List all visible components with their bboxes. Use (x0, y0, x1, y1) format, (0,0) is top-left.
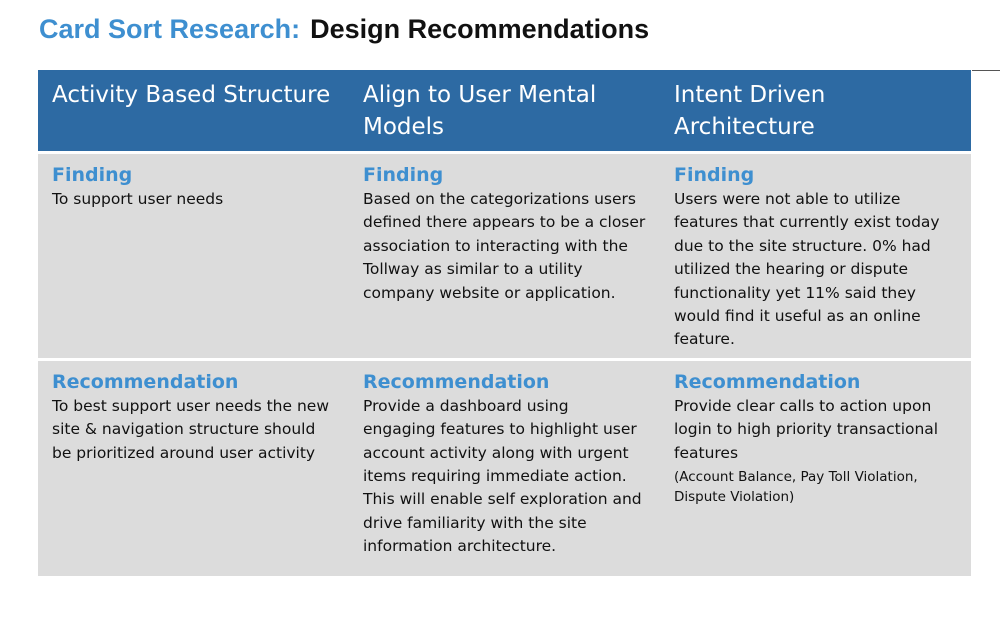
finding-cell-activity (38, 153, 349, 360)
finding-label: Finding (674, 164, 755, 186)
page-title (39, 14, 649, 45)
recommendation-label: Recommendation (52, 370, 239, 393)
recommendation-cell-intent (660, 359, 971, 576)
recommendation-text: Provide a dashboard using engaging features to highlight user account activity along with urgent items requiring immediate action. This will enable self exploration and drive familiarity with the site information architecture. (363, 396, 642, 556)
finding-text: To support user needs (52, 190, 224, 208)
recommendation-label: Recommendation (363, 370, 550, 393)
column-header-intent: Intent Driven Architecture (660, 70, 971, 153)
column-header-mental-models: Align to User Mental Models (349, 70, 660, 153)
divider (972, 70, 1000, 71)
column-header-activity: Activity Based Structure (38, 70, 349, 153)
recommendation-note: (Account Balance, Pay Toll Violation, Dispute Violation) (674, 469, 918, 506)
recommendations-table (38, 70, 971, 576)
finding-label: Finding (52, 164, 133, 186)
finding-cell-mental-models (349, 153, 660, 360)
recommendation-label: Recommendation (674, 370, 861, 393)
finding-text: Based on the categorizations users defined there appears to be a closer association to interacting with the Tollway as similar to a utility company website or application. (363, 190, 646, 302)
recommendation-row (38, 359, 971, 576)
recommendation-text: To best support user needs the new site & navigation structure should be prioritized around user activity (52, 396, 330, 462)
finding-label: Finding (363, 164, 444, 186)
title-accent: Card Sort Research: (39, 14, 301, 44)
recommendation-text: Provide clear calls to action upon login to high priority transactional features (674, 396, 939, 462)
recommendation-cell-activity (38, 359, 349, 576)
finding-cell-intent (660, 153, 971, 360)
title-main: Design Recommendations (310, 14, 650, 44)
recommendation-cell-mental-models (349, 359, 660, 576)
finding-row (38, 153, 971, 360)
finding-text: Users were not able to utilize features that currently exist today due to the site structure. 0% had utilized the hearing or dispute functionality yet 11% said they would find it useful as an online feature. (674, 190, 940, 349)
header-row (38, 70, 971, 153)
